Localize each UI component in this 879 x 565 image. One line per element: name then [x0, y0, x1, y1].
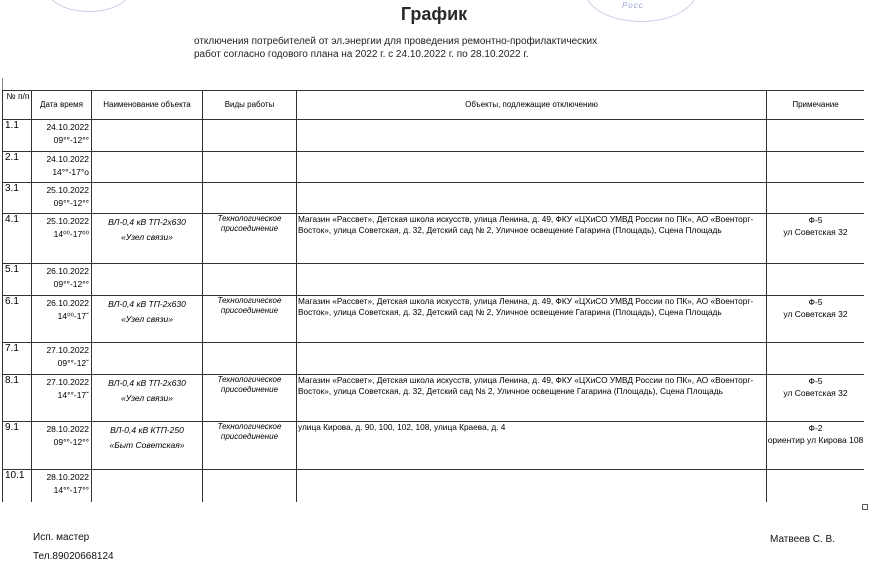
row-note [767, 343, 865, 375]
table-row [3, 152, 865, 183]
row-note [767, 264, 865, 296]
row-work-type: Технологическое присоединение [203, 375, 297, 422]
row-object-line: ВЛ-0,4 кВ ТП-2х630 [108, 378, 186, 388]
row-number: 2.1 [3, 152, 32, 183]
row-object [92, 422, 203, 470]
row-date: 28.10.2022 [46, 424, 89, 434]
table-row [3, 422, 865, 470]
row-object [92, 470, 203, 503]
row-time: 14°°-17°° [53, 485, 89, 495]
row-work-type [203, 120, 297, 152]
row-object [92, 120, 203, 152]
row-work-type [203, 152, 297, 183]
row-note [767, 183, 865, 214]
row-work-type [203, 264, 297, 296]
schedule-table-area [2, 90, 864, 502]
row-work-type [203, 343, 297, 375]
row-object [92, 183, 203, 214]
row-number: 1.1 [3, 120, 32, 152]
row-note-address: ул Советская 32 [783, 388, 848, 398]
row-note [767, 422, 865, 470]
row-date-time [32, 183, 92, 214]
table-row [3, 470, 865, 503]
row-object [92, 152, 203, 183]
row-number: 5.1 [3, 264, 32, 296]
subtitle-line-2: работ согласно годового плана на 2022 г. с 24.10.2022 г. по 28.10.2022 г. [194, 49, 529, 60]
table-header-row [3, 91, 865, 120]
row-disconnected-objects [297, 470, 767, 503]
table-row [3, 264, 865, 296]
row-object [92, 343, 203, 375]
row-time: 14⁰⁰-17⁰⁰ [53, 229, 89, 239]
row-object-name: «Быт Советская» [109, 440, 185, 450]
row-note [767, 375, 865, 422]
row-number: 4.1 [3, 214, 32, 264]
row-note-feeder: Ф-5 [808, 297, 823, 307]
header-work: Виды работы [203, 91, 297, 120]
row-date: 26.10.2022 [46, 298, 89, 308]
row-time: 14°°-17ˇ [57, 390, 89, 400]
row-date-time [32, 214, 92, 264]
table-row [3, 183, 865, 214]
row-date-time [32, 375, 92, 422]
document-subtitle [194, 35, 597, 61]
row-date-time [32, 343, 92, 375]
row-date-time [32, 264, 92, 296]
row-note [767, 470, 865, 503]
row-work-type [203, 183, 297, 214]
row-disconnected-objects [297, 264, 767, 296]
row-work-type: Технологическое присоединение [203, 214, 297, 264]
stamp-text: Росс [622, 1, 644, 10]
header-list: Объекты, подлежащие отключению [297, 91, 767, 120]
row-disconnected-objects [297, 183, 767, 214]
row-note [767, 296, 865, 343]
row-time: 09°°-12°° [53, 437, 89, 447]
subtitle-line-1: отключения потребителей от эл.энергии для проведения ремонтно-профилактических [194, 36, 598, 47]
table-row [3, 343, 865, 375]
row-number: 9.1 [3, 422, 32, 470]
row-object-line: ВЛ-0,4 кВ КТП-250 [110, 425, 184, 435]
row-note-address: ул Советская 32 [783, 309, 848, 319]
row-time: 09°°-12ˇ [57, 358, 89, 368]
row-disconnected-objects [297, 343, 767, 375]
row-note-feeder: Ф-2 [808, 423, 823, 433]
row-disconnected-objects: Магазин «Рассвет», Детская школа искусств, улица Ленина, д. 49, ФКУ «ЦХиСО УМВД России по ПК», АО «Военторг-Восток», улица Советская, д. 32, Детский сад № 2, Уличное освещение Гагарина (Площадь), Сцена Площадь [297, 296, 767, 343]
row-object-name: «Узел связи» [121, 393, 173, 403]
row-number: 8.1 [3, 375, 32, 422]
row-date: 24.10.2022 [46, 122, 89, 132]
table-row [3, 296, 865, 343]
row-number: 3.1 [3, 183, 32, 214]
row-date-time [32, 152, 92, 183]
row-object-line: ВЛ-0,4 кВ ТП-2х630 [108, 299, 186, 309]
row-object [92, 296, 203, 343]
row-note [767, 152, 865, 183]
footer-role: Исп. мастер [33, 532, 90, 543]
row-object-name: «Узел связи» [121, 314, 173, 324]
header-note: Примечание [767, 91, 865, 120]
row-note-address: ориентир ул Кирова 108 [767, 435, 864, 445]
row-disconnected-objects: улица Кирова, д. 90, 100, 102, 108, улица Краева, д. 4 [297, 422, 767, 470]
row-note-feeder: Ф-5 [808, 376, 823, 386]
row-date: 25.10.2022 [46, 216, 89, 226]
table-row [3, 214, 865, 264]
row-number: 6.1 [3, 296, 32, 343]
header-num: № п/п [3, 91, 32, 120]
row-time: 09°°-12°° [53, 198, 89, 208]
row-disconnected-objects [297, 120, 767, 152]
header-date: Дата время [32, 91, 92, 120]
table-row [3, 375, 865, 422]
row-time: 09°°-12°° [53, 279, 89, 289]
row-work-type: Технологическое присоединение [203, 296, 297, 343]
schedule-table [2, 90, 864, 502]
table-resize-handle [862, 504, 868, 510]
row-note-feeder: Ф-5 [808, 215, 823, 225]
row-disconnected-objects: Магазин «Рассвет», Детская школа искусств, улица Ленина, д. 49, ФКУ «ЦХиСО УМВД России по ПК», АО «Военторг-Восток», улица Советская, д. 32, Детский сад Ns 2, Уличное освещение Гагарина (Площадь), Сцена Площадь [297, 375, 767, 422]
row-time: 09°°-12°° [53, 135, 89, 145]
footer-phone: Тел.89020668124 [33, 551, 114, 562]
table-left-rule [2, 78, 3, 90]
table-row [3, 120, 865, 152]
row-date-time [32, 296, 92, 343]
row-note [767, 214, 865, 264]
row-time: 14⁰⁰-17ˇ [57, 311, 89, 321]
row-disconnected-objects [297, 152, 767, 183]
row-date-time [32, 120, 92, 152]
row-disconnected-objects: Магазин «Рассвет», Детская школа искусств, улица Ленина, д. 49, ФКУ «ЦХиСО УМВД России по ПК», АО «Военторг-Восток», улица Советская, д. 32, Детский сад № 2, Уличное освещение Гагарина (Площадь), Сцена Площадь [297, 214, 767, 264]
footer-signer: Матвеев С. В. [770, 534, 836, 545]
row-date: 27.10.2022 [46, 377, 89, 387]
row-note-address: ул Советская 32 [783, 227, 848, 237]
row-date-time [32, 422, 92, 470]
row-object-name: «Узел связи» [121, 232, 173, 242]
row-date: 26.10.2022 [46, 266, 89, 276]
row-object-line: ВЛ-0,4 кВ ТП-2х630 [108, 217, 186, 227]
row-date-time [32, 470, 92, 503]
row-work-type: Технологическое присоединение [203, 422, 297, 470]
row-time: 14°°-17°о [52, 167, 89, 177]
row-date: 28.10.2022 [46, 472, 89, 482]
row-date: 27.10.2022 [46, 345, 89, 355]
header-object: Наименование объекта [92, 91, 203, 120]
row-number: 10.1 [3, 470, 32, 503]
document-title: График [400, 4, 468, 24]
row-number: 7.1 [3, 343, 32, 375]
row-object [92, 264, 203, 296]
row-date: 24.10.2022 [46, 154, 89, 164]
row-work-type [203, 470, 297, 503]
row-date: 25.10.2022 [46, 185, 89, 195]
row-object [92, 214, 203, 264]
row-object [92, 375, 203, 422]
row-note [767, 120, 865, 152]
